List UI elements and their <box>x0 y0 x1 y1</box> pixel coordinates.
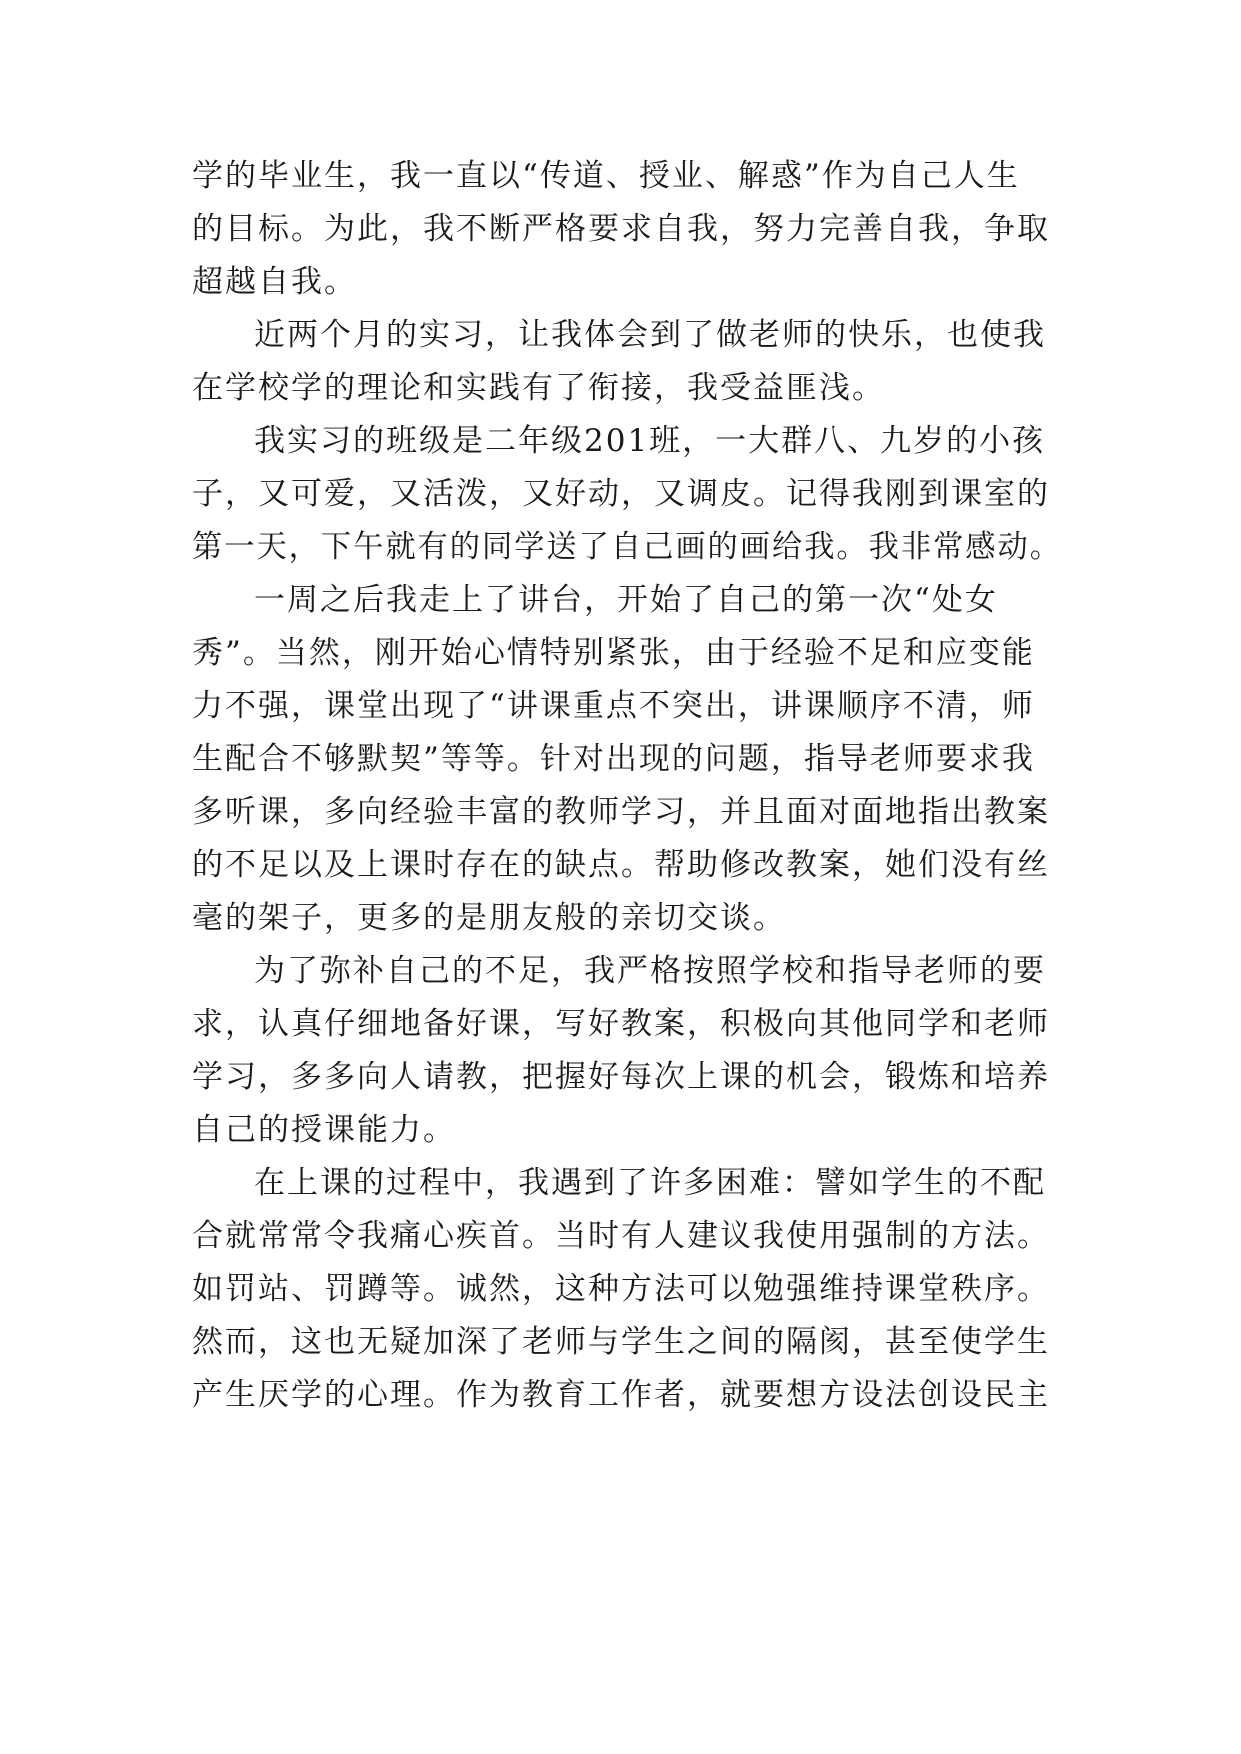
text-line: 生配合不够默契”等等。针对出现的问题，指导老师要求我 <box>192 741 1035 777</box>
paragraph-first-line: 在上课的过程中，我遇到了许多困难：譬如学生的不配 <box>254 1165 1046 1201</box>
text-line: 自己的授课能力。 <box>192 1112 456 1148</box>
text-line: 求，认真仔细地备好课，写好教案，积极向其他同学和老师 <box>192 1006 1050 1042</box>
paragraph-first-line: 为了弥补自己的不足，我严格按照学校和指导老师的要 <box>254 953 1046 989</box>
text-line: 学习，多多向人请教，把握好每次上课的机会，锻炼和培养 <box>192 1059 1050 1095</box>
text-line: 产生厌学的心理。作为教育工作者，就要想方设法创设民主 <box>192 1377 1050 1413</box>
text-line: 的不足以及上课时存在的缺点。帮助修改教案，她们没有丝 <box>192 847 1050 883</box>
text-line: 学的毕业生，我一直以“传道、授业、解惑”作为自己人生 <box>192 158 1020 194</box>
text-line: 在学校学的理论和实践有了衔接，我受益匪浅。 <box>192 370 885 406</box>
paragraph-first-line: 一周之后我走上了讲台，开始了自己的第一次“处女 <box>254 582 998 618</box>
text-line: 的目标。为此，我不断严格要求自我，努力完善自我，争取 <box>192 211 1050 247</box>
text-line: 然而，这也无疑加深了老师与学生之间的隔阂，甚至使学生 <box>192 1324 1050 1360</box>
text-line: 第一天，下午就有的同学送了自己画的画给我。我非常感动。 <box>192 529 1062 565</box>
text-line: 如罚站、罚蹲等。诚然，这种方法可以勉强维持课堂秩序。 <box>192 1271 1050 1307</box>
text-line: 合就常常令我痛心疾首。当时有人建议我使用强制的方法。 <box>192 1218 1050 1254</box>
text-line: 毫的架子，更多的是朋友般的亲切交谈。 <box>192 900 786 936</box>
text-line: 多听课，多向经验丰富的教师学习，并且面对面地指出教案 <box>192 794 1050 830</box>
text-line: 秀”。当然，刚开始心情特别紧张，由于经验不足和应变能 <box>192 635 1035 671</box>
paragraph-first-line: 我实习的班级是二年级201班，一大群八、九岁的小孩 <box>254 423 1046 459</box>
text-line: 超越自我。 <box>192 264 357 300</box>
paragraph-first-line: 近两个月的实习，让我体会到了做老师的快乐，也使我 <box>254 317 1046 353</box>
text-line: 子，又可爱，又活泼，又好动，又调皮。记得我刚到课室的 <box>192 476 1050 512</box>
text-line: 力不强，课堂出现了“讲课重点不突出，讲课顺序不清，师 <box>192 688 1035 724</box>
